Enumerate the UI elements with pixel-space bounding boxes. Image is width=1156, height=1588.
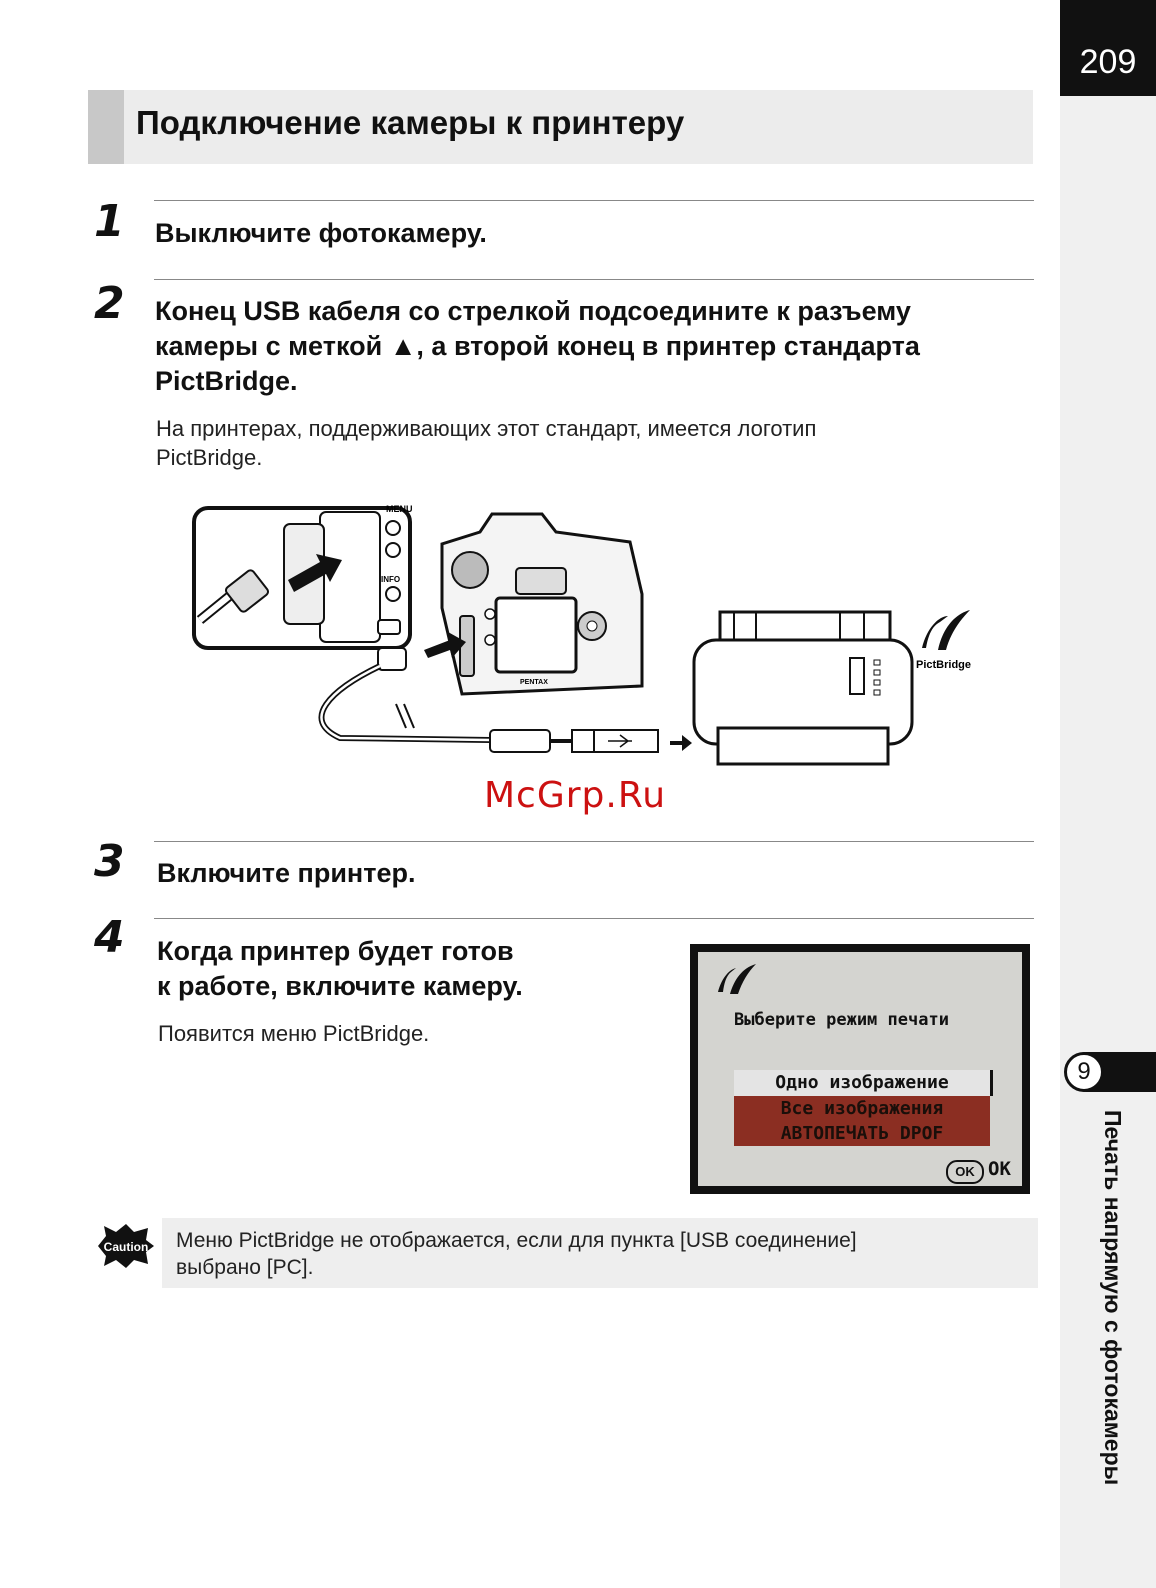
step-2-body-line: На принтерах, поддерживающих этот стандарт, имеется логотип [156, 416, 817, 441]
printer-illustration [694, 612, 912, 764]
step-2-number: 2 [94, 278, 125, 329]
pictbridge-icon [712, 958, 764, 1000]
port-closeup-inset [194, 504, 413, 648]
step-1-number: 1 [94, 196, 125, 247]
divider [154, 200, 1034, 201]
chapter-title [1096, 1110, 1126, 1530]
lcd-menu-option-all[interactable]: Все изображения [734, 1096, 990, 1121]
step-4-number: 4 [94, 912, 125, 963]
camera-brand: PENTAX [520, 679, 548, 686]
info-label: INFO [381, 575, 401, 584]
caution-icon-label: Caution [103, 1240, 149, 1254]
chapter-title-text: Печать напрямую с фотокамеры [1100, 1110, 1126, 1486]
step-4-title-line: Когда принтер будет готов [157, 936, 514, 966]
pictbridge-logo [916, 610, 971, 671]
step-2-title [155, 294, 1035, 399]
lcd-screen [698, 952, 1022, 1186]
step-3-number: 3 [94, 836, 125, 887]
step-2-title-line: Конец USB кабеля со стрелкой подсоедините к разъему [155, 296, 911, 326]
divider [154, 918, 1034, 919]
divider [154, 841, 1034, 842]
caution-text [176, 1227, 1026, 1281]
lcd-menu-option-dpof[interactable]: АВТОПЕЧАТЬ DPOF [734, 1121, 990, 1146]
ok-label: OK [988, 1158, 1011, 1180]
page-number: 209 [1060, 0, 1156, 96]
connection-illustration [180, 490, 1010, 780]
divider [154, 279, 1034, 280]
menu-label: MENU [386, 504, 413, 514]
caution-line: Меню PictBridge не отображается, если для пункта [USB соединение] [176, 1229, 857, 1252]
section-title: Подключение камеры к принтеру [136, 104, 685, 141]
step-2-body-line: PictBridge. [156, 445, 263, 470]
ok-button-icon[interactable]: OK [946, 1160, 984, 1184]
watermark: McGrp.Ru [484, 775, 667, 816]
step-4-title-line: к работе, включите камеру. [157, 971, 523, 1001]
camera-illustration [424, 514, 642, 694]
step-2-body [156, 414, 1026, 472]
section-title-accent [88, 90, 124, 164]
caution-line: выбрано [PC]. [176, 1256, 314, 1279]
step-1-title: Выключите фотокамеру. [155, 218, 487, 248]
lcd-prompt: Выберите режим печати [734, 1010, 949, 1030]
pictbridge-logo-text: PictBridge [916, 659, 972, 671]
caution-icon [96, 1222, 156, 1270]
chapter-number: 9 [1064, 1052, 1104, 1092]
step-3-title: Включите принтер. [157, 858, 416, 888]
step-4-title [157, 934, 677, 1004]
step-2-title-line: камеры с меткой ▲, а второй конец в принтер стандарта [155, 331, 920, 361]
step-4-body: Появится меню PictBridge. [158, 1021, 430, 1046]
step-2-title-line: PictBridge. [155, 366, 298, 396]
lcd-menu-option-single[interactable]: Одно изображение [734, 1070, 993, 1096]
